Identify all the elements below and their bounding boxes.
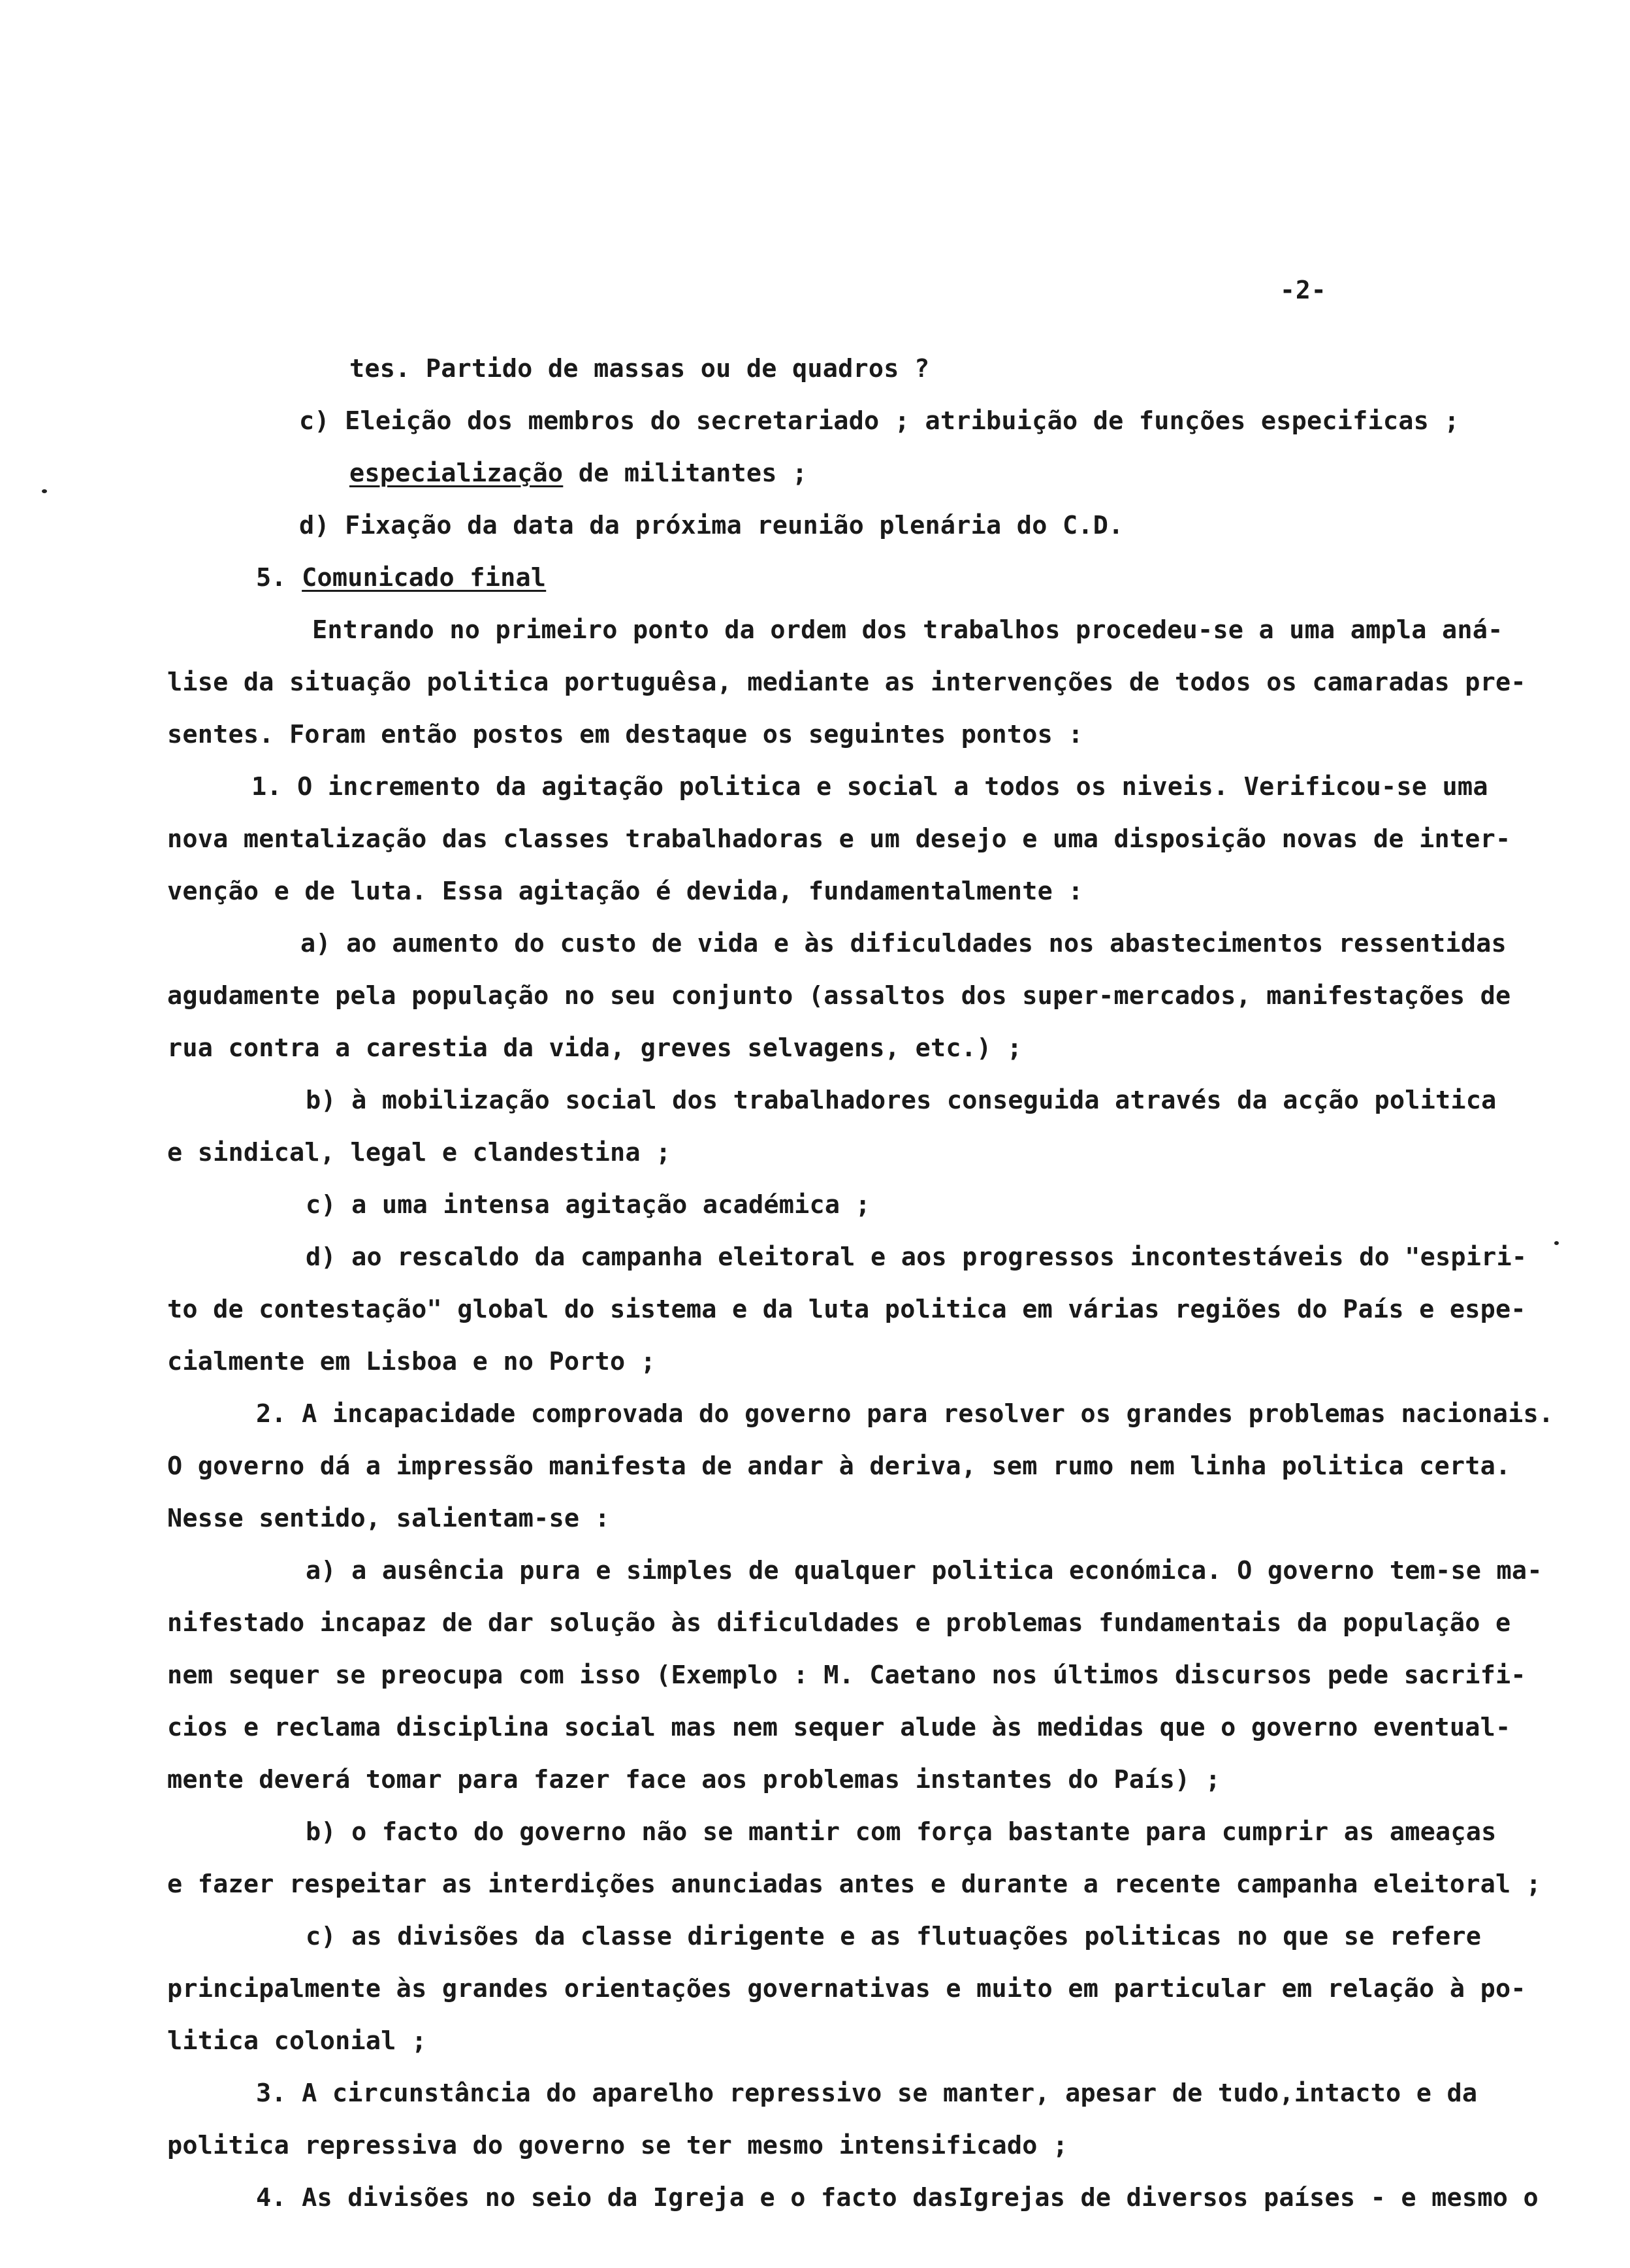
line-segment: de militantes ; (563, 459, 808, 488)
text-line: cialmente em Lisboa e no Porto ; (167, 1347, 656, 1376)
text-line: principalmente às grandes orientações governativas e muito em particular em relação à po- (167, 1974, 1526, 2003)
text-line (349, 459, 807, 489)
text-line: nem sequer se preocupa com isso (Exemplo : M. Caetano nos últimos discursos pede sacrifi- (167, 1660, 1526, 1690)
text-line: agudamente pela população no seu conjunto (assaltos dos super-mercados, manifestações de (167, 981, 1511, 1011)
underlined-term: especialização (349, 459, 564, 488)
text-line: O governo dá a impressão manifesta de andar à deriva, sem rumo nem linha politica certa. (167, 1451, 1511, 1481)
section-title: Comunicado final (302, 563, 547, 592)
text-line: e sindical, legal e clandestina ; (167, 1138, 671, 1167)
scan-speck (1554, 1241, 1559, 1245)
text-line: c) Eleição dos membros do secretariado ; atribuição de funções especificas ; (299, 406, 1460, 436)
text-line: nifestado incapaz de dar solução às dificuldades e problemas fundamentais da população e (167, 1608, 1511, 1638)
text-line: rua contra a carestia da vida, greves selvagens, etc.) ; (167, 1033, 1023, 1063)
text-line: politica repressiva do governo se ter mesmo intensificado ; (167, 2131, 1068, 2160)
scan-speck (42, 489, 47, 493)
text-line: 4. As divisões no seio da Igreja e o facto dasIgrejas de diversos países - e mesmo o (256, 2183, 1539, 2212)
text-line: venção e de luta. Essa agitação é devida, fundamentalmente : (167, 877, 1083, 906)
text-line: nova mentalização das classes trabalhadoras e um desejo e uma disposição novas de inter- (167, 824, 1511, 854)
text-line: b) à mobilização social dos trabalhadores conseguida através da acção politica (306, 1086, 1497, 1115)
text-line: sentes. Foram então postos em destaque os seguintes pontos : (167, 720, 1083, 749)
section-heading (256, 563, 546, 593)
text-line: 3. A circunstância do aparelho repressivo se manter, apesar de tudo,intacto e da (256, 2079, 1478, 2108)
text-line: to de contestação" global do sistema e da luta politica em várias regiões do País e espe- (167, 1295, 1526, 1324)
text-line: mente deverá tomar para fazer face aos problemas instantes do País) ; (167, 1765, 1221, 1794)
page-number: -2- (1280, 276, 1327, 304)
text-line: c) as divisões da classe dirigente e as flutuações politicas no que se refere (306, 1922, 1482, 1951)
text-line: Nesse sentido, salientam-se : (167, 1504, 610, 1533)
text-line: e fazer respeitar as interdições anunciadas antes e durante a recente campanha eleitoral ; (167, 1870, 1542, 1899)
text-line: 1. O incremento da agitação politica e social a todos os niveis. Verificou-se uma (251, 772, 1488, 802)
text-line: 2. A incapacidade comprovada do governo para resolver os grandes problemas nacionais. (256, 1399, 1554, 1429)
text-line: a) ao aumento do custo de vida e às dificuldades nos abastecimentos ressentidas (300, 929, 1507, 958)
text-line: litica colonial ; (167, 2026, 427, 2056)
text-line: a) a ausência pura e simples de qualquer politica económica. O governo tem-se ma- (306, 1556, 1542, 1585)
text-line: d) Fixação da data da próxima reunião plenária do C.D. (299, 511, 1124, 540)
text-line: tes. Partido de massas ou de quadros ? (349, 354, 930, 383)
text-line: b) o facto do governo não se mantir com força bastante para cumprir as ameaças (306, 1817, 1497, 1847)
text-line: Entrando no primeiro ponto da ordem dos trabalhos procedeu-se a uma ampla aná- (312, 615, 1503, 645)
text-line: d) ao rescaldo da campanha eleitoral e aos progressos incontestáveis do "espiri- (306, 1242, 1527, 1272)
text-line: lise da situação politica portuguêsa, mediante as intervenções de todos os camaradas pre- (167, 668, 1526, 697)
section-number: 5. (256, 563, 302, 592)
text-line: c) a uma intensa agitação académica ; (306, 1190, 871, 1220)
text-line: cios e reclama disciplina social mas nem sequer alude às medidas que o governo eventual- (167, 1713, 1511, 1742)
